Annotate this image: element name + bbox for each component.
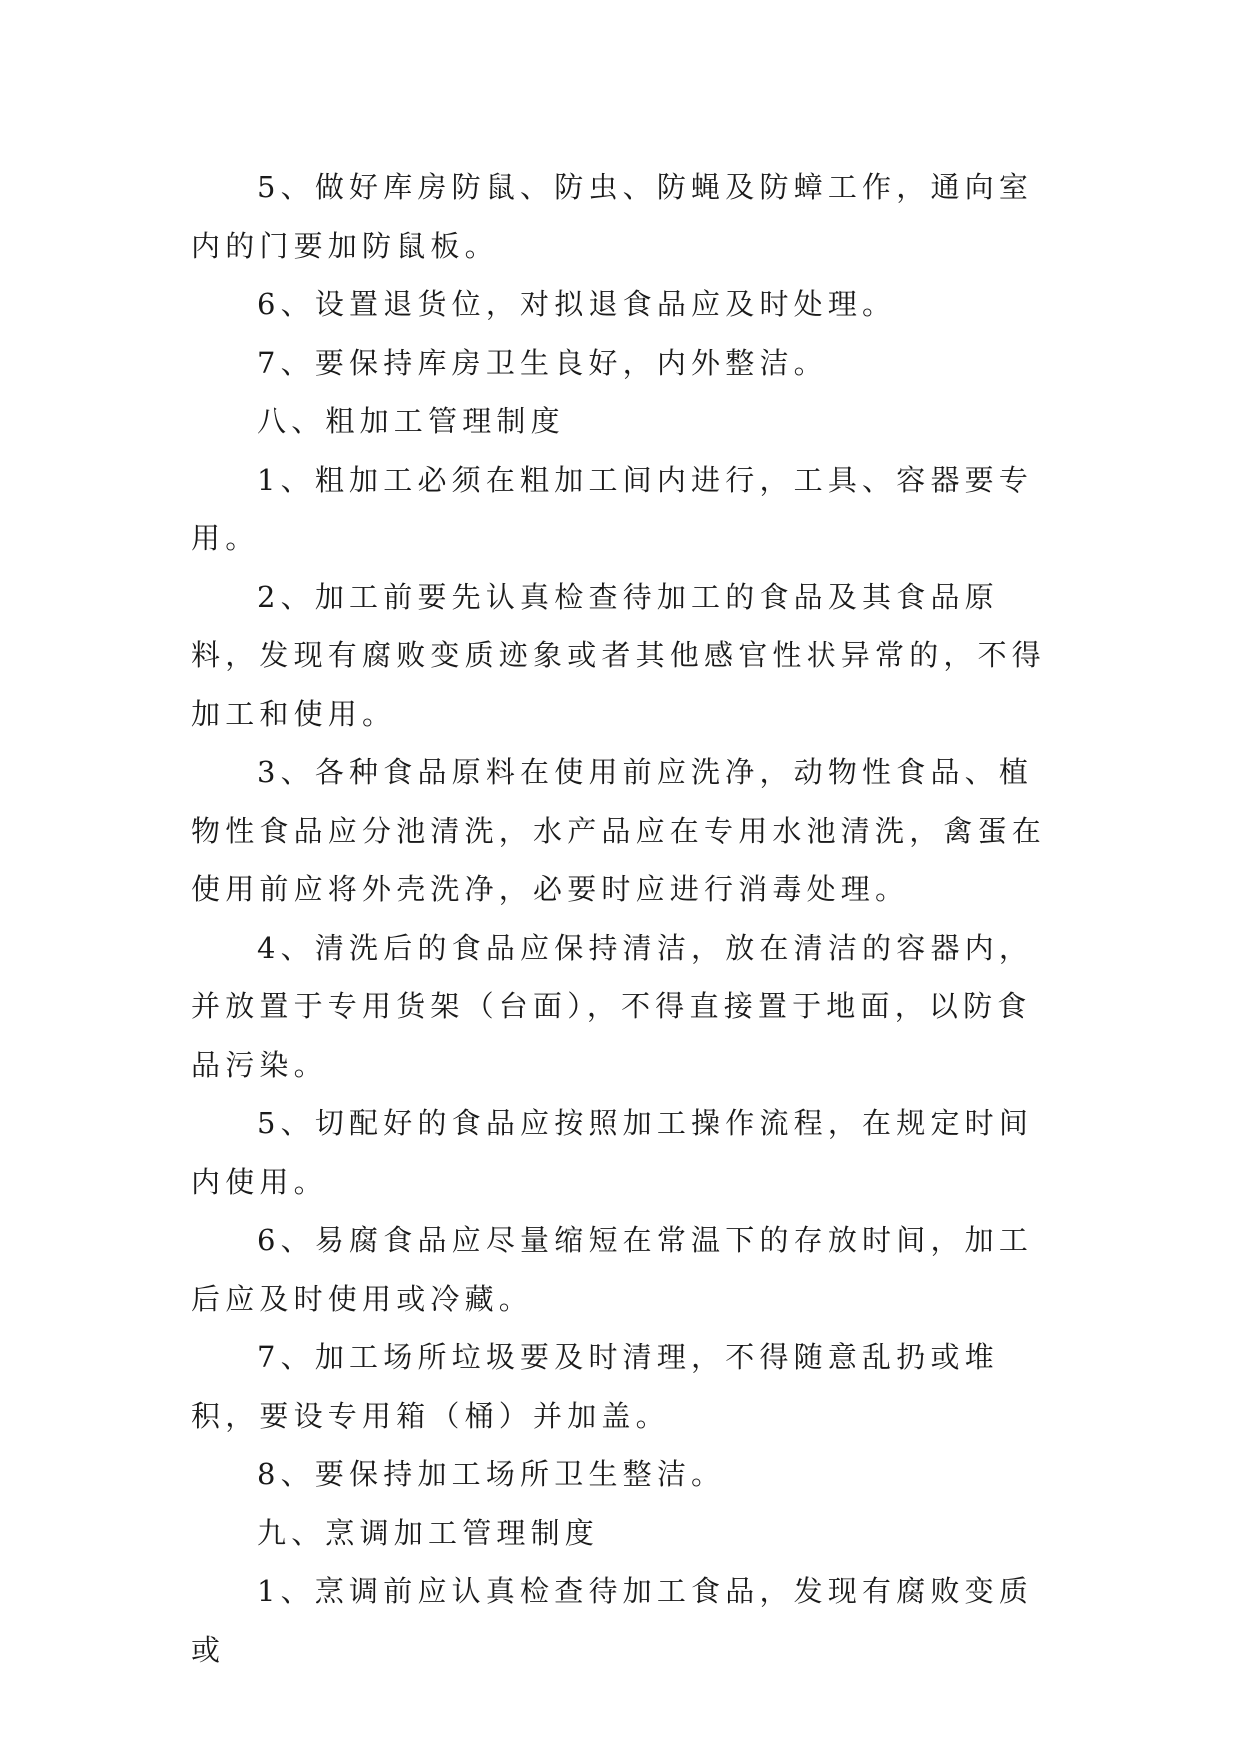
paragraph-waste-disposal: 7、加工场所垃圾要及时清理，不得随意乱扔或堆积，要设专用箱（桶）并加盖。 [191,1340,999,1433]
paragraph-rough-processing-room: 1、粗加工必须在粗加工间内进行，工具、容器要专用。 [191,462,1034,555]
section-heading-rough-processing: 八、粗加工管理制度 [257,404,565,438]
paragraph-warehouse-pest-control: 5、做好库房防鼠、防虫、防蝇及防蟑工作，通向室内的门要加防鼠板。 [191,170,1034,263]
paragraph-perishable-food: 6、易腐食品应尽量缩短在常温下的存放时间，加工后应及时使用或冷藏。 [191,1223,1034,1316]
document-body [191,158,1051,1679]
section-heading-cooking-processing: 九、烹调加工管理制度 [257,1515,600,1550]
paragraph-return-area: 6、设置退货位，对拟退食品应及时处理。 [257,287,897,321]
paragraph-warehouse-hygiene: 7、要保持库房卫生良好，内外整洁。 [257,345,828,380]
paragraph-processing-hygiene: 8、要保持加工场所卫生整洁。 [257,1457,726,1491]
paragraph-pre-processing-inspection: 2、加工前要先认真检查待加工的食品及其食品原料，发现有腐败变质迹象或者其他感官性状异常的，不得加工和使用。 [191,579,1047,731]
paragraph-clean-storage: 4、清洗后的食品应保持清洁，放在清洁的容器内，并放置于专用货架（台面），不得直接置于地面，以防食品污染。 [191,930,1034,1082]
paragraph-cut-food-usage: 5、切配好的食品应按照加工操作流程，在规定时间内使用。 [191,1106,1034,1199]
paragraph-washing-ingredients: 3、各种食品原料在使用前应洗净，动物性食品、植物性食品应分池清洗，水产品应在专用水池清洗，禽蛋在使用前应将外壳洗净，必要时应进行消毒处理。 [191,755,1047,906]
paragraph-cooking-inspection: 1、烹调前应认真检查待加工食品，发现有腐败变质或 [191,1574,1034,1667]
